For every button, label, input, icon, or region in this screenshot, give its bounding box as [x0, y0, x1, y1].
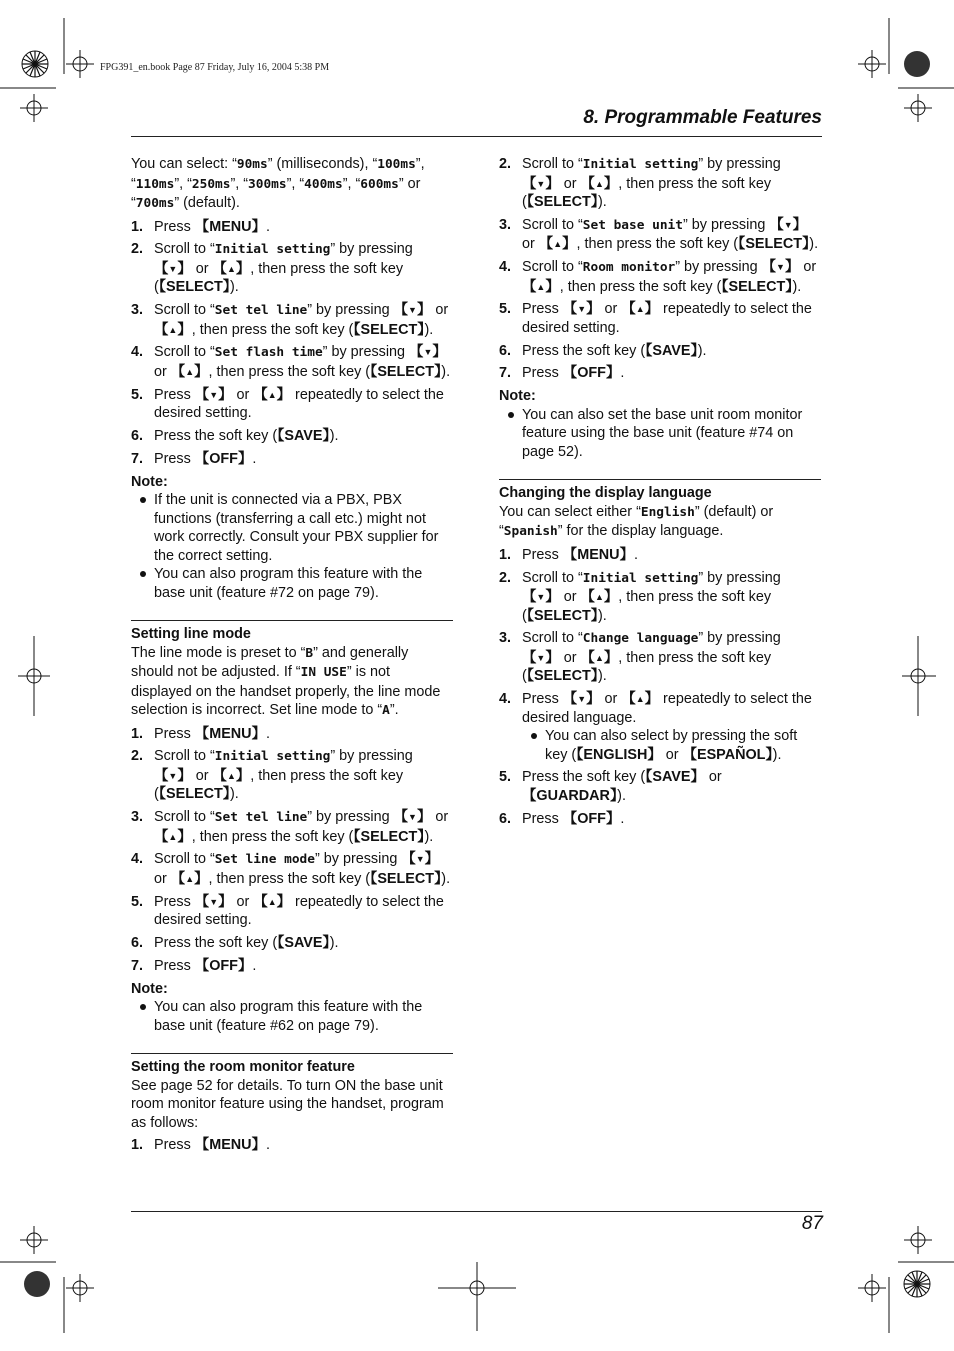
down-arrow-icon: ▼ — [168, 770, 178, 781]
note-item: You can also program this feature with the base unit (feature #72 on page 79). — [131, 565, 453, 602]
section-divider — [131, 1053, 453, 1054]
note-list — [499, 406, 821, 462]
down-arrow-icon: ▼ — [415, 854, 425, 865]
flash-time-steps — [131, 218, 453, 469]
down-arrow-icon: ▼ — [536, 652, 546, 663]
page-meta: FPG391_en.book Page 87 Friday, July 16, 2004 5:38 PM — [100, 62, 330, 73]
down-arrow-icon: ▼ — [783, 219, 793, 230]
down-arrow-icon: ▼ — [776, 262, 785, 273]
down-arrow-icon: ▼ — [209, 389, 219, 400]
step-item: 6. Press 【OFF】. — [499, 810, 625, 827]
up-arrow-icon: ▲ — [594, 652, 604, 663]
down-arrow-icon: ▼ — [423, 347, 433, 358]
note-item: You can also set the base unit room monitor feature using the base unit (feature #74 on page 52). — [499, 406, 821, 462]
step-item: 5. Press 【▼】 or 【▲】 repeatedly to select the desired setting. — [131, 893, 444, 929]
step-item: 5. Press 【▼】 or 【▲】 repeatedly to select the desired setting. — [499, 301, 812, 336]
step-item: 1. Press 【MENU】. — [131, 1137, 270, 1154]
header-rule — [131, 136, 822, 137]
up-arrow-icon: ▲ — [185, 366, 195, 377]
step-item: 7. Press 【OFF】. — [131, 957, 257, 974]
step-item: 1. Press 【MENU】. — [131, 218, 270, 235]
line-mode-intro: The line mode is preset to “B” and generally should not be adjusted. If “IN USE” is not displayed on the handset properly, the line mode selection is incorrect. Set line mode to “A”. — [131, 644, 441, 719]
step-item: 2. Scroll to “Initial setting” by pressing 【▼】 or 【▲】, then press the soft key (【SELECT】). — [131, 241, 413, 296]
line-mode-steps — [131, 725, 453, 976]
up-arrow-icon: ▲ — [594, 178, 604, 189]
step-item: 1. Press 【MENU】. — [499, 546, 638, 563]
step-item: 3. Scroll to “Set tel line” by pressing 【▼】 or 【▲】, then press the soft key (【SELECT】). — [131, 302, 449, 338]
step-item: 5. Press 【▼】 or 【▲】 repeatedly to select the desired setting. — [131, 386, 444, 422]
note-title: Note: — [131, 980, 168, 997]
step-item: 1. Press 【MENU】. — [131, 725, 270, 742]
flash-intro: You can select: “90ms” (milliseconds), “100ms”, “110ms”, “250ms”, “300ms”, “400ms”, “600ms” or “700ms” (default). — [131, 156, 425, 211]
language-steps — [499, 546, 821, 828]
step-item: 6. Press the soft key (【SAVE】). — [499, 342, 707, 359]
room-monitor-intro: See page 52 for details. To turn ON the base unit room monitor feature using the handset, program as follows: — [131, 1077, 444, 1131]
note-title: Note: — [499, 388, 536, 405]
step-item: 5. Press the soft key (【SAVE】 or 【GUARDAR】). — [499, 769, 722, 804]
up-arrow-icon: ▲ — [267, 896, 277, 907]
up-arrow-icon: ▲ — [168, 831, 178, 842]
section-title-line-mode: Setting line mode — [131, 626, 251, 643]
step-item: 7. Press 【OFF】. — [499, 365, 625, 382]
step-item: 3. Scroll to “Set base unit” by pressing 【▼】 or 【▲】, then press the soft key (【SELECT】). — [499, 216, 819, 253]
section-title-display-language: Changing the display language — [499, 485, 712, 502]
up-arrow-icon: ▲ — [226, 263, 236, 274]
step-item: 3. Scroll to “Change language” by pressing 【▼】 or 【▲】, then press the soft key (【SELECT】). — [499, 630, 781, 685]
section-divider — [131, 620, 453, 621]
down-arrow-icon: ▼ — [408, 305, 417, 316]
step-item: 4. Press 【▼】 or 【▲】 repeatedly to select the desired language. You can also select by pressing the soft key (【ENGLISH】 or 【ESPAÑOL】). — [499, 690, 821, 764]
step-item: 6. Press the soft key (【SAVE】). — [131, 427, 339, 444]
step-item: 6. Press the soft key (【SAVE】). — [131, 935, 339, 952]
note-list — [131, 491, 453, 602]
down-arrow-icon: ▼ — [168, 263, 178, 274]
down-arrow-icon: ▼ — [536, 178, 546, 189]
note-list — [131, 998, 453, 1035]
room-monitor-steps-start — [131, 1136, 453, 1155]
page-number: 87 — [801, 1213, 823, 1234]
up-arrow-icon: ▲ — [267, 389, 277, 400]
sub-note-list — [522, 727, 821, 764]
section-title-room-monitor: Setting the room monitor feature — [131, 1059, 355, 1076]
down-arrow-icon: ▼ — [577, 304, 587, 315]
up-arrow-icon: ▲ — [536, 281, 546, 292]
footer-rule — [131, 1211, 822, 1212]
step-item: 4. Scroll to “Set line mode” by pressing 【▼】 or 【▲】, then press the soft key (【SELECT】). — [131, 851, 451, 887]
up-arrow-icon: ▲ — [185, 873, 195, 884]
down-arrow-icon: ▼ — [209, 896, 219, 907]
step-item: 2. Scroll to “Initial setting” by pressing 【▼】 or 【▲】, then press the soft key (【SELECT】). — [131, 748, 413, 803]
chapter-title: 8. Programmable Features — [583, 107, 822, 128]
note-item: If the unit is connected via a PBX, PBX functions (transferring a call etc.) might not work correctly. Consult your PBX supplier for the correct setting. — [131, 491, 453, 565]
section-divider — [499, 479, 821, 480]
down-arrow-icon: ▼ — [408, 812, 417, 823]
up-arrow-icon: ▲ — [594, 592, 604, 603]
note-item: You can also program this feature with the base unit (feature #62 on page 79). — [131, 998, 453, 1035]
step-item: 4. Scroll to “Room monitor” by pressing 【▼】 or 【▲】, then press the soft key (【SELECT】). — [499, 259, 817, 295]
up-arrow-icon: ▲ — [168, 324, 178, 335]
note-title: Note: — [131, 473, 168, 490]
step-item: 4. Scroll to “Set flash time” by pressing 【▼】 or 【▲】, then press the soft key (【SELECT】). — [131, 344, 451, 380]
left-column — [131, 155, 453, 1159]
up-arrow-icon: ▲ — [226, 770, 236, 781]
up-arrow-icon: ▲ — [635, 304, 645, 315]
language-intro: You can select either “English” (default) or “Spanish” for the display language. — [499, 503, 774, 540]
step-item: 7. Press 【OFF】. — [131, 450, 257, 467]
down-arrow-icon: ▼ — [536, 592, 546, 603]
sub-note-item: You can also select by pressing the soft key (【ENGLISH】 or 【ESPAÑOL】). — [522, 727, 821, 764]
right-column — [499, 155, 821, 833]
down-arrow-icon: ▼ — [577, 694, 587, 705]
room-monitor-steps-cont — [499, 155, 821, 383]
up-arrow-icon: ▲ — [553, 239, 563, 250]
step-item: 3. Scroll to “Set tel line” by pressing 【▼】 or 【▲】, then press the soft key (【SELECT】). — [131, 809, 449, 845]
step-item: 2. Scroll to “Initial setting” by pressing 【▼】 or 【▲】, then press the soft key (【SELECT】). — [499, 156, 781, 210]
up-arrow-icon: ▲ — [635, 694, 645, 705]
step-item: 2. Scroll to “Initial setting” by pressing 【▼】 or 【▲】, then press the soft key (【SELECT】). — [499, 569, 781, 624]
